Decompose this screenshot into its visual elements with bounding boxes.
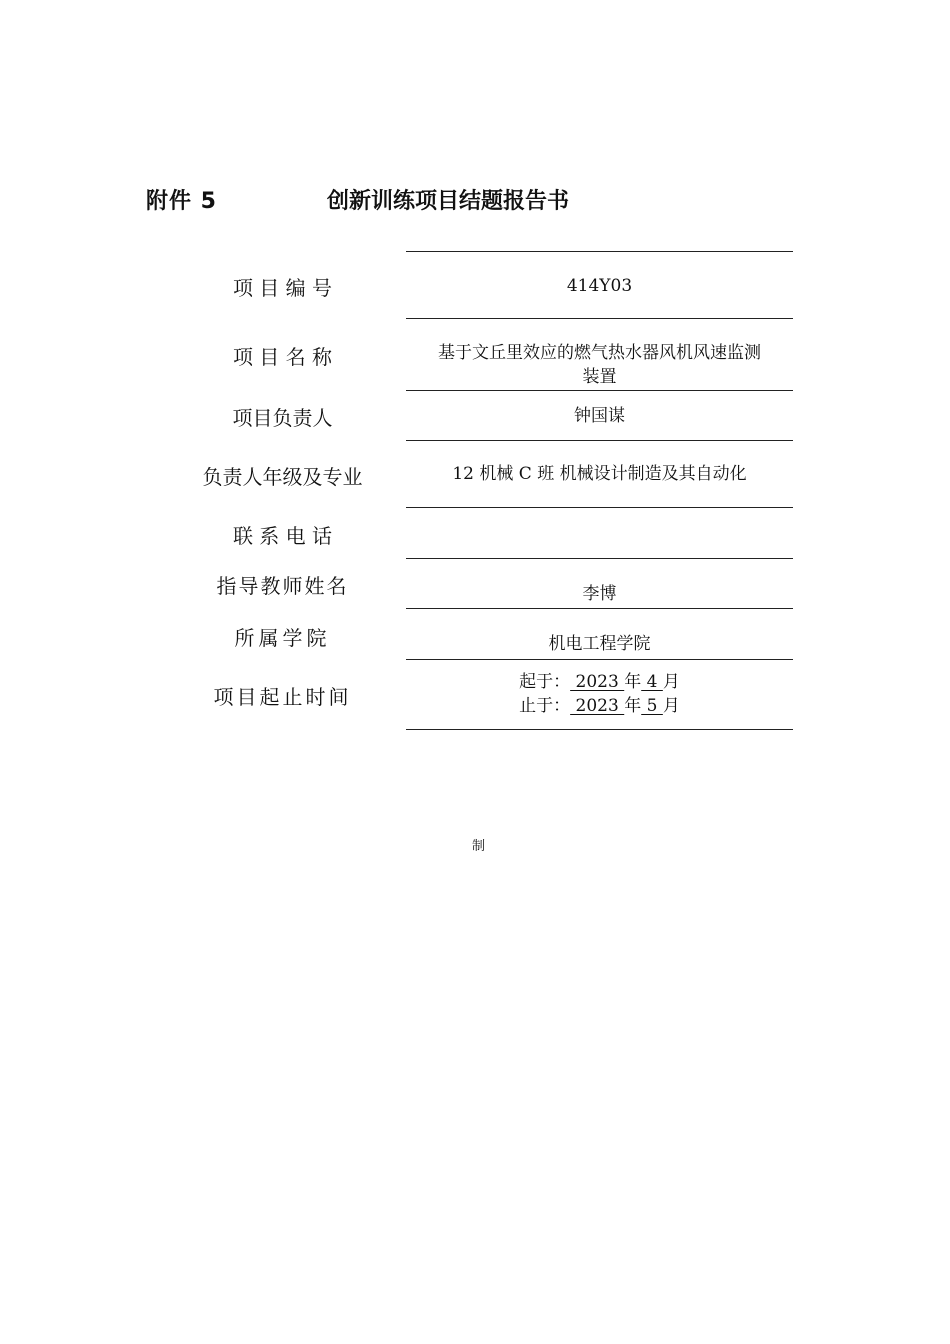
end-year: 2023 [570, 696, 625, 716]
leader-label: 项目负责人 [232, 406, 333, 430]
leader-value: 钟国谋 [574, 406, 625, 426]
period-label: 项目起止时间 [213, 685, 352, 709]
month-char: 月 [662, 672, 680, 692]
advisor-value: 李博 [582, 584, 617, 604]
footer-mark: 制 [472, 839, 486, 854]
start-month: 4 [641, 672, 663, 692]
project-name-line-2: 装置 [582, 367, 617, 387]
end-month: 5 [641, 696, 663, 716]
row-divider [406, 608, 793, 609]
row-divider [406, 558, 793, 559]
month-char: 月 [662, 696, 680, 716]
project-number-label: 项 目 编 号 [232, 276, 333, 300]
row-divider [406, 318, 793, 319]
form-top-rule [406, 251, 793, 252]
college-value: 机电工程学院 [548, 634, 651, 654]
annex-label: 附件 5 [146, 189, 217, 214]
leader-grade-major-value: 12 机械 C 班 机械设计制造及其自动化 [452, 464, 747, 484]
document-header [0, 184, 950, 218]
end-prefix: 止于： [519, 696, 571, 716]
advisor-label: 指导教师姓名 [216, 574, 349, 598]
form-bottom-rule [406, 729, 793, 730]
project-name-label: 项 目 名 称 [232, 345, 333, 369]
project-number-value: 414Y03 [566, 276, 633, 296]
leader-grade-major-label: 负责人年级及专业 [202, 465, 363, 489]
row-divider [406, 390, 793, 391]
period-end-line [406, 694, 793, 718]
row-divider [406, 507, 793, 508]
start-prefix: 起于： [519, 672, 571, 692]
phone-label: 联 系 电 话 [232, 524, 333, 548]
start-year: 2023 [570, 672, 625, 692]
row-divider [406, 440, 793, 441]
page-title: 创新训练项目结题报告书 [327, 189, 570, 214]
college-label: 所属学院 [234, 626, 331, 650]
project-name-value [406, 341, 793, 389]
year-char: 年 [624, 672, 642, 692]
period-value [406, 670, 793, 718]
project-name-line-1: 基于文丘里效应的燃气热水器风机风速监测 [438, 343, 761, 363]
year-char: 年 [624, 696, 642, 716]
row-divider [406, 659, 793, 660]
period-start-line [406, 670, 793, 694]
